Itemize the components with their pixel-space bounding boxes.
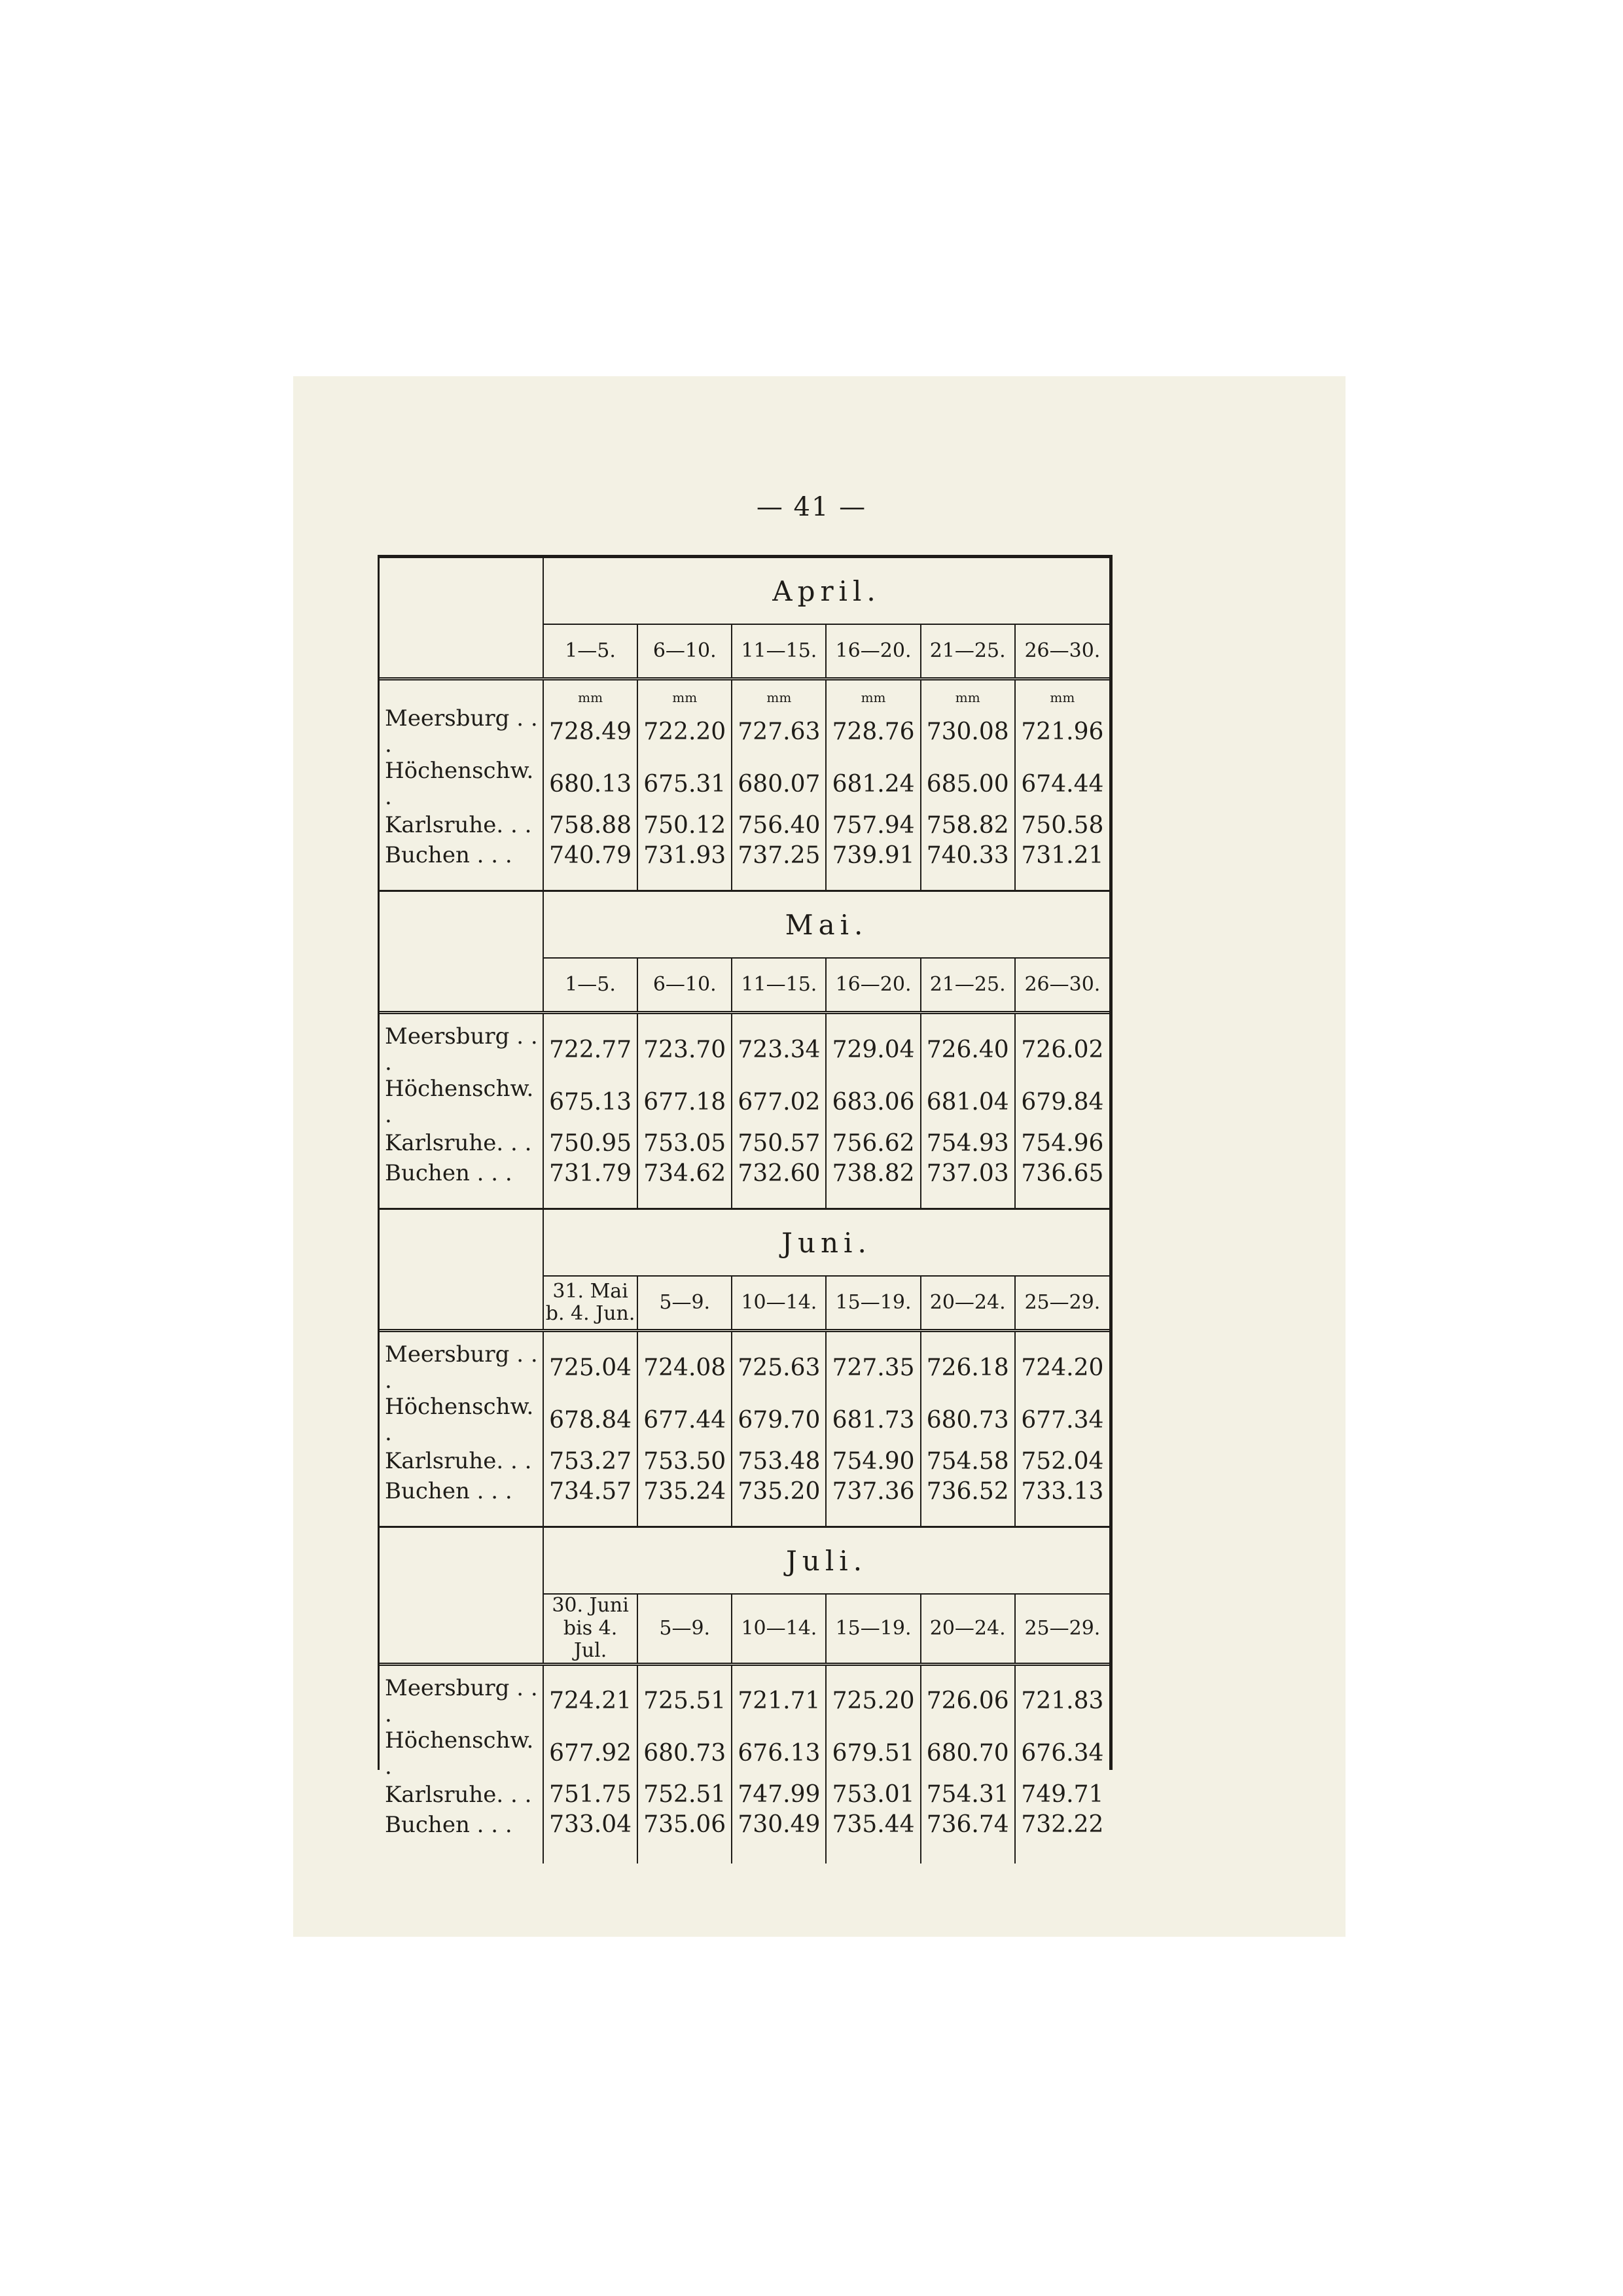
station-name: Höchenschw. . — [385, 1727, 534, 1780]
period-label: 20—24. — [921, 1594, 1015, 1663]
end-cell — [637, 870, 732, 891]
table-row — [380, 840, 1109, 870]
end-cell — [380, 1188, 543, 1209]
end-cell — [826, 1840, 920, 1863]
unit-label: mm — [921, 679, 1015, 706]
station-name: Karlsruhe. . . — [385, 1130, 532, 1156]
month-title: April. — [543, 558, 1109, 624]
station-name: Buchen . . . — [385, 1478, 512, 1504]
end-cell — [380, 1506, 543, 1527]
period-label: 25—29. — [1015, 1276, 1109, 1329]
pressure-value: 732.22 — [1015, 1810, 1109, 1840]
pressure-value: 728.76 — [826, 705, 920, 758]
pressure-value: 677.34 — [1015, 1394, 1109, 1446]
spacer-cell — [543, 1664, 637, 1675]
header-blank-cell — [380, 558, 543, 677]
end-cell — [1015, 1506, 1109, 1527]
period-label: 1—5. — [543, 958, 637, 1011]
spacer-cell — [380, 1664, 543, 1675]
pressure-value: 733.13 — [1015, 1476, 1109, 1506]
pressure-value: 676.13 — [732, 1727, 826, 1780]
pressure-value: 756.40 — [732, 810, 826, 840]
unit-blank-cell — [380, 679, 543, 706]
pressure-value: 733.04 — [543, 1810, 637, 1840]
pressure-value: 678.84 — [543, 1394, 637, 1446]
pressure-value: 726.40 — [921, 1023, 1015, 1076]
end-cell — [921, 1188, 1015, 1209]
end-cell — [921, 1506, 1015, 1527]
pressure-value: 724.08 — [637, 1341, 732, 1394]
spacer-cell — [543, 1013, 637, 1024]
pressure-value: 725.20 — [826, 1675, 920, 1727]
table-row — [380, 1810, 1109, 1840]
pressure-value: 679.84 — [1015, 1076, 1109, 1128]
period-label: 10—14. — [732, 1594, 826, 1663]
end-cell — [380, 870, 543, 891]
month-title: Juni. — [543, 1209, 1109, 1277]
period-label: 21—25. — [921, 624, 1015, 677]
unit-label: mm — [543, 679, 637, 706]
pressure-value: 726.02 — [1015, 1023, 1109, 1076]
table-row — [380, 1023, 1109, 1076]
pressure-value: 680.73 — [637, 1727, 732, 1780]
pressure-value: 677.92 — [543, 1727, 637, 1780]
end-cell — [732, 1840, 826, 1863]
spacer-cell — [826, 1331, 920, 1342]
pressure-value: 721.83 — [1015, 1675, 1109, 1727]
pressure-value: 677.44 — [637, 1394, 732, 1446]
table-row — [380, 810, 1109, 840]
pressure-value: 731.21 — [1015, 840, 1109, 870]
pressure-value: 754.90 — [826, 1446, 920, 1476]
month-header-row — [380, 1527, 1109, 1595]
pressure-value: 674.44 — [1015, 758, 1109, 810]
end-cell — [637, 1188, 732, 1209]
page-number: — 41 — — [756, 492, 867, 522]
pressure-value: 730.49 — [732, 1810, 826, 1840]
end-cell — [1015, 1188, 1109, 1209]
pressure-value: 727.35 — [826, 1341, 920, 1394]
pressure-value: 753.27 — [543, 1446, 637, 1476]
pressure-value: 758.82 — [921, 810, 1015, 840]
spacer-cell — [921, 1331, 1015, 1342]
pressure-value: 739.91 — [826, 840, 920, 870]
barometer-table — [380, 558, 1109, 1863]
pressure-value: 737.36 — [826, 1476, 920, 1506]
block-end-row — [380, 870, 1109, 891]
pressure-value: 732.60 — [732, 1158, 826, 1188]
period-label: 15—19. — [826, 1276, 920, 1329]
pressure-value: 725.04 — [543, 1341, 637, 1394]
pressure-value: 757.94 — [826, 810, 920, 840]
spacer-cell — [732, 1664, 826, 1675]
table-row — [380, 758, 1109, 810]
end-cell — [826, 1188, 920, 1209]
spacer-row — [380, 1331, 1109, 1342]
pressure-value: 722.77 — [543, 1023, 637, 1076]
spacer-row — [380, 1664, 1109, 1675]
end-cell — [380, 1840, 543, 1863]
period-label: 26—30. — [1015, 624, 1109, 677]
table-row — [380, 1675, 1109, 1727]
pressure-value: 737.03 — [921, 1158, 1015, 1188]
pressure-value: 730.08 — [921, 705, 1015, 758]
end-cell — [921, 1840, 1015, 1863]
month-header-row — [380, 1209, 1109, 1277]
end-cell — [826, 870, 920, 891]
spacer-cell — [637, 1664, 732, 1675]
pressure-value: 724.21 — [543, 1675, 637, 1727]
spacer-cell — [1015, 1664, 1109, 1675]
pressure-value: 736.74 — [921, 1810, 1015, 1840]
station-name: Buchen . . . — [385, 842, 512, 868]
pressure-value: 753.48 — [732, 1446, 826, 1476]
pressure-value: 752.51 — [637, 1780, 732, 1810]
pressure-value: 677.18 — [637, 1076, 732, 1128]
pressure-value: 680.73 — [921, 1394, 1015, 1446]
pressure-value: 727.63 — [732, 705, 826, 758]
pressure-value: 738.82 — [826, 1158, 920, 1188]
station-name: Buchen . . . — [385, 1160, 512, 1186]
pressure-value: 758.88 — [543, 810, 637, 840]
table-row — [380, 1394, 1109, 1446]
table-row — [380, 1341, 1109, 1394]
month-header-row — [380, 558, 1109, 624]
period-label: 26—30. — [1015, 958, 1109, 1011]
pressure-value: 735.06 — [637, 1810, 732, 1840]
end-cell — [732, 870, 826, 891]
table-end-row — [380, 1840, 1109, 1863]
period-label: 5—9. — [637, 1594, 732, 1663]
period-label: 25—29. — [1015, 1594, 1109, 1663]
spacer-cell — [543, 1331, 637, 1342]
pressure-value: 679.70 — [732, 1394, 826, 1446]
end-cell — [826, 1506, 920, 1527]
pressure-value: 754.58 — [921, 1446, 1015, 1476]
table-row — [380, 1446, 1109, 1476]
spacer-cell — [380, 1331, 543, 1342]
pressure-value: 681.73 — [826, 1394, 920, 1446]
period-label: 1—5. — [543, 624, 637, 677]
month-header-row — [380, 891, 1109, 959]
month-title: Mai. — [543, 891, 1109, 959]
pressure-value: 676.34 — [1015, 1727, 1109, 1780]
spacer-cell — [1015, 1013, 1109, 1024]
pressure-value: 675.31 — [637, 758, 732, 810]
pressure-value: 724.20 — [1015, 1341, 1109, 1394]
station-name: Karlsruhe. . . — [385, 1448, 532, 1474]
period-label: 6—10. — [637, 624, 732, 677]
period-label: 11—15. — [732, 958, 826, 1011]
table-row — [380, 705, 1109, 758]
pressure-value: 750.58 — [1015, 810, 1109, 840]
spacer-cell — [637, 1013, 732, 1024]
spacer-cell — [732, 1331, 826, 1342]
pressure-value: 681.24 — [826, 758, 920, 810]
spacer-cell — [732, 1013, 826, 1024]
barometer-table-frame — [378, 555, 1113, 1838]
period-label: 21—25. — [921, 958, 1015, 1011]
end-cell — [1015, 870, 1109, 891]
pressure-value: 725.63 — [732, 1341, 826, 1394]
pressure-value: 752.04 — [1015, 1446, 1109, 1476]
spacer-cell — [921, 1664, 1015, 1675]
pressure-value: 737.25 — [732, 840, 826, 870]
period-label: 16—20. — [826, 624, 920, 677]
station-name: Meersburg . . . — [385, 1023, 538, 1076]
pressure-value: 721.96 — [1015, 705, 1109, 758]
pressure-value: 731.93 — [637, 840, 732, 870]
pressure-value: 731.79 — [543, 1158, 637, 1188]
pressure-value: 740.79 — [543, 840, 637, 870]
header-blank-cell — [380, 1527, 543, 1663]
pressure-value: 685.00 — [921, 758, 1015, 810]
station-name: Meersburg . . . — [385, 705, 538, 758]
spacer-cell — [826, 1013, 920, 1024]
end-cell — [732, 1506, 826, 1527]
pressure-value: 683.06 — [826, 1076, 920, 1128]
pressure-value: 750.12 — [637, 810, 732, 840]
pressure-value: 725.51 — [637, 1675, 732, 1727]
spacer-cell — [921, 1013, 1015, 1024]
pressure-value: 723.70 — [637, 1023, 732, 1076]
pressure-value: 756.62 — [826, 1128, 920, 1158]
pressure-value: 736.52 — [921, 1476, 1015, 1506]
unit-label: mm — [637, 679, 732, 706]
end-cell — [543, 1188, 637, 1209]
header-blank-cell — [380, 891, 543, 1012]
pressure-value: 735.24 — [637, 1476, 732, 1506]
unit-label: mm — [1015, 679, 1109, 706]
table-row — [380, 1128, 1109, 1158]
pressure-value: 722.20 — [637, 705, 732, 758]
station-name: Buchen . . . — [385, 1811, 512, 1838]
spacer-cell — [380, 1013, 543, 1024]
station-name: Karlsruhe. . . — [385, 812, 532, 838]
spacer-cell — [637, 1331, 732, 1342]
period-label: 16—20. — [826, 958, 920, 1011]
pressure-value: 734.62 — [637, 1158, 732, 1188]
end-cell — [732, 1188, 826, 1209]
pressure-value: 726.18 — [921, 1341, 1015, 1394]
pressure-value: 729.04 — [826, 1023, 920, 1076]
table-row — [380, 1727, 1109, 1780]
unit-label: mm — [826, 679, 920, 706]
unit-label: mm — [732, 679, 826, 706]
pressure-value: 679.51 — [826, 1727, 920, 1780]
period-label: 5—9. — [637, 1276, 732, 1329]
station-name: Meersburg . . . — [385, 1674, 538, 1727]
end-cell — [921, 870, 1015, 891]
pressure-value: 753.05 — [637, 1128, 732, 1158]
spacer-cell — [826, 1664, 920, 1675]
pressure-value: 680.13 — [543, 758, 637, 810]
table-row — [380, 1780, 1109, 1810]
pressure-value: 750.95 — [543, 1128, 637, 1158]
table-row — [380, 1076, 1109, 1128]
unit-row — [380, 679, 1109, 706]
pressure-value: 680.07 — [732, 758, 826, 810]
pressure-value: 721.71 — [732, 1675, 826, 1727]
pressure-value: 740.33 — [921, 840, 1015, 870]
pressure-value: 675.13 — [543, 1076, 637, 1128]
station-name: Meersburg . . . — [385, 1341, 538, 1394]
pressure-value: 754.96 — [1015, 1128, 1109, 1158]
pressure-value: 735.44 — [826, 1810, 920, 1840]
pressure-value: 749.71 — [1015, 1780, 1109, 1810]
end-cell — [637, 1506, 732, 1527]
month-title: Juli. — [543, 1527, 1109, 1595]
header-blank-cell — [380, 1209, 543, 1330]
pressure-value: 750.57 — [732, 1128, 826, 1158]
pressure-value: 754.31 — [921, 1780, 1015, 1810]
pressure-value: 726.06 — [921, 1675, 1015, 1727]
pressure-value: 736.65 — [1015, 1158, 1109, 1188]
pressure-value: 753.50 — [637, 1446, 732, 1476]
end-cell — [543, 1840, 637, 1863]
pressure-value: 681.04 — [921, 1076, 1015, 1128]
pressure-value: 677.02 — [732, 1076, 826, 1128]
period-label: 10—14. — [732, 1276, 826, 1329]
period-label: 30. Juni bis 4. Jul. — [543, 1594, 637, 1663]
station-name: Karlsruhe. . . — [385, 1781, 532, 1808]
pressure-value: 723.34 — [732, 1023, 826, 1076]
station-name: Höchenschw. . — [385, 1394, 534, 1446]
end-cell — [543, 1506, 637, 1527]
pressure-value: 751.75 — [543, 1780, 637, 1810]
table-row — [380, 1158, 1109, 1188]
pressure-value: 735.20 — [732, 1476, 826, 1506]
pressure-value: 680.70 — [921, 1727, 1015, 1780]
station-name: Höchenschw. . — [385, 1076, 534, 1128]
period-label: 6—10. — [637, 958, 732, 1011]
period-label: 15—19. — [826, 1594, 920, 1663]
table-row — [380, 1476, 1109, 1506]
end-cell — [543, 870, 637, 891]
block-end-row — [380, 1188, 1109, 1209]
block-end-row — [380, 1506, 1109, 1527]
spacer-row — [380, 1013, 1109, 1024]
pressure-value: 747.99 — [732, 1780, 826, 1810]
period-label: 31. Mai b. 4. Jun. — [543, 1276, 637, 1329]
spacer-cell — [1015, 1331, 1109, 1342]
end-cell — [1015, 1840, 1109, 1863]
pressure-value: 753.01 — [826, 1780, 920, 1810]
pressure-value: 754.93 — [921, 1128, 1015, 1158]
end-cell — [637, 1840, 732, 1863]
period-label: 20—24. — [921, 1276, 1015, 1329]
period-label: 11—15. — [732, 624, 826, 677]
pressure-value: 734.57 — [543, 1476, 637, 1506]
station-name: Höchenschw. . — [385, 758, 534, 810]
pressure-value: 728.49 — [543, 705, 637, 758]
